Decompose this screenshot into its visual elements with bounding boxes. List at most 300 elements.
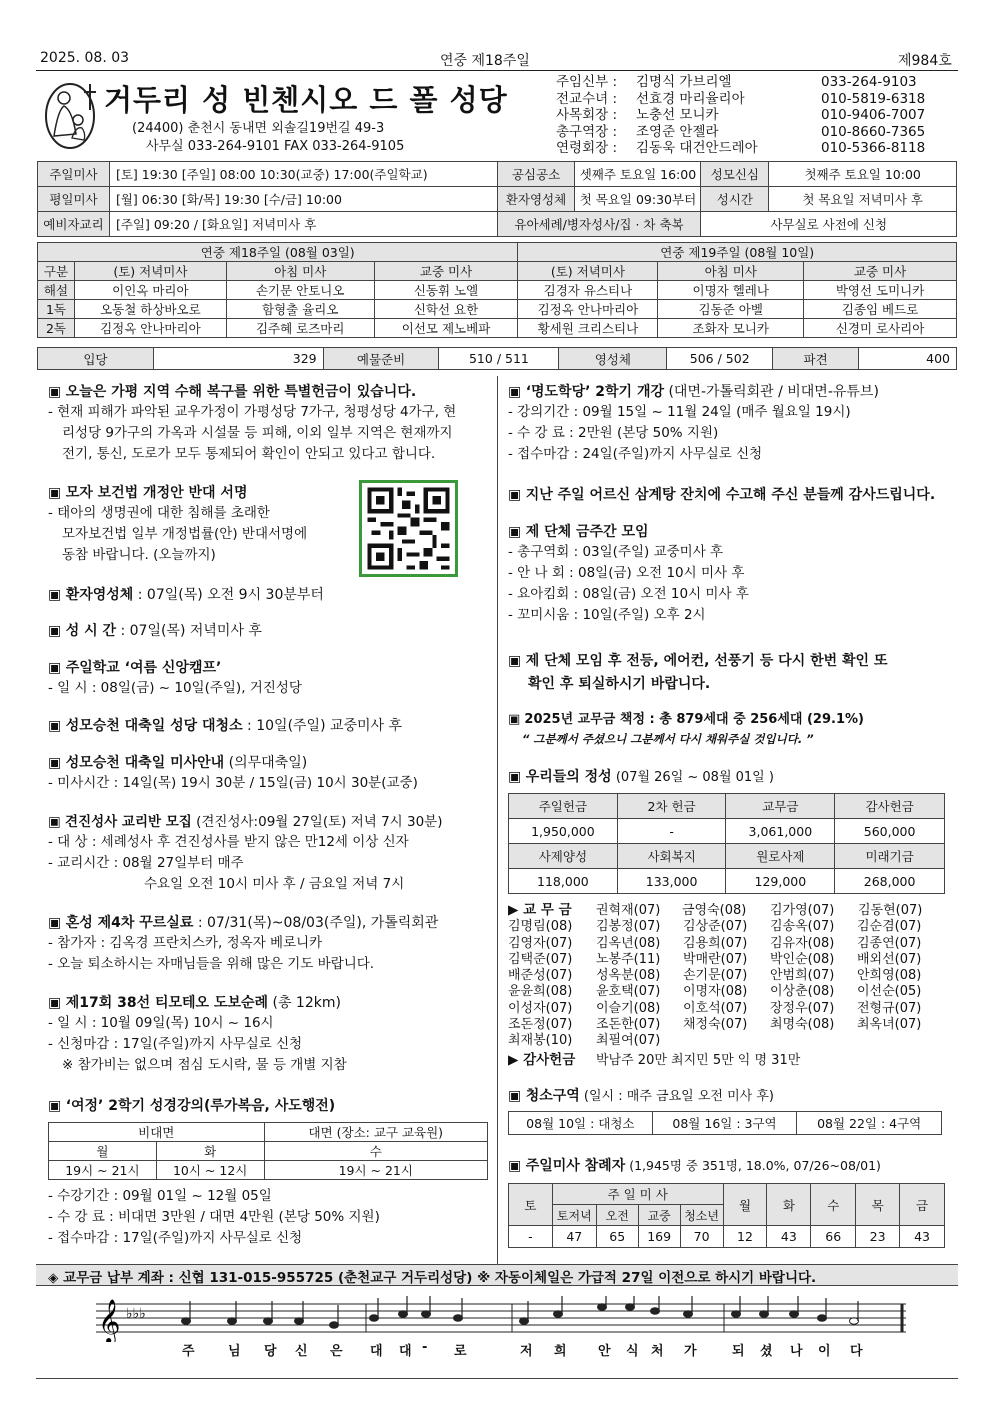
notice-line: - 수 강 료 : 2만원 (본당 50% 지원): [508, 425, 719, 441]
notice-detail: (견진성사:09월 27일(토) 저녁 7시 30분): [191, 814, 443, 830]
notice-line: ※ 참가비는 없으며 점심 도시락, 물 등 개별 지참: [62, 1057, 347, 1073]
notice-myeongdo: ▣ ‘명도학당’ 2학기 개강 (대면-가톨릭회관 / 비대면-유튜브) - 강의기간 : 09월 15일 ~ 11월 24일 (매주 월요일 19시) - 수 강 료 : 2만원 (본당 50% 지원) - 접수마감 : 24일(주일)까지 사무실로 신청: [508, 382, 954, 465]
music-note: [818, 1315, 827, 1322]
lyric-syllable: 은: [330, 1344, 343, 1359]
notice-title: ‘명도학당’ 2학기 개강: [525, 384, 665, 400]
offering-header: 2차 헌금: [617, 794, 726, 819]
tithe-name: 이성자(07): [508, 1000, 573, 1016]
reader-cell: 김주혜 로즈마리: [226, 319, 374, 338]
notice-tithe: ▣ 2025년 교무금 책정 : 총 879세대 중 256세대 (29.1%) “ 그분께서 주셨으니 그분께서 다시 채워주실 것입니다. ”: [508, 712, 864, 746]
music-note: [598, 1304, 607, 1311]
lyric-syllable: 식: [626, 1344, 639, 1359]
notice-cursillo: ▣ 혼성 제4차 꾸르실료 : 07/31(목)~08/03(주일), 가톨릭회관 - 참가자 : 김옥경 프란치스카, 정옥자 베로니카 - 오늘 퇴소하시는 자매님들을 위해 많은 기도 바랍니다.: [48, 913, 438, 975]
offering-value: 118,000: [509, 869, 618, 894]
notice-line: - 수 강 료 : 비대면 3만원 / 대면 4만원 (본당 50% 지원): [48, 1209, 380, 1225]
row-label: 1독: [38, 300, 75, 319]
staff-role: 전교수녀 :: [556, 90, 618, 107]
offering-header: 사제양성: [509, 844, 618, 869]
offering-value: 129,000: [726, 869, 835, 894]
row-label: 해설: [38, 281, 75, 300]
att-value: 65: [596, 1226, 638, 1248]
staff-phone: 010-5819-6318: [821, 90, 926, 107]
lyric-syllable: 되: [732, 1344, 745, 1359]
music-note: [651, 1308, 660, 1315]
att-value: -: [509, 1226, 553, 1248]
notice-title: 제 단체 모임 후 전등, 에어컨, 선풍기 등 다시 한번 확인 또: [525, 653, 888, 669]
tithe-name: 이호석(07): [683, 1000, 748, 1016]
lyric-syllable: 다: [850, 1344, 863, 1359]
schedule-label: 주일미사: [38, 162, 110, 187]
tithe-name: 노봉주(11): [596, 951, 661, 967]
col-header: 구분: [38, 262, 75, 281]
tithe-rows: [508, 919, 948, 1049]
att-header: 토: [509, 1184, 553, 1226]
notice-line: - 현재 피해가 파악된 교우가정이 가평성당 7가구, 청평성당 4가구, 현: [48, 404, 457, 420]
notice-detail: : 07일(목) 오전 9시 30분부터: [133, 587, 324, 603]
stat-value: 329: [153, 348, 323, 370]
notice-summer-camp: ▣ 주일학교 ‘여름 신앙캠프’ - 일 시 : 08일(금) ~ 10일(주일), 거진성당: [48, 658, 302, 699]
schedule-label: 공심공소: [497, 162, 575, 187]
lyric-syllable: 저: [520, 1344, 533, 1359]
att-header: 목: [856, 1184, 900, 1226]
att-value: 23: [856, 1226, 900, 1248]
tithe-names: [508, 902, 948, 1069]
music-note: [732, 1311, 741, 1318]
schedule-label: 예비자교리: [38, 212, 110, 237]
offering-table: [508, 793, 945, 894]
notice-offerings: ▣ 우리들의 정성 (07월 26일 ~ 08월 01일 ): [508, 769, 774, 785]
lyric-syllable: 셨: [760, 1344, 773, 1359]
notice-line: - 태아의 생명권에 대한 침해를 초래한: [48, 505, 270, 521]
music-note: [554, 1311, 563, 1318]
notice-line: 동참 바랍니다. (오늘까지): [62, 547, 216, 563]
att-value: 66: [811, 1226, 856, 1248]
notice-cleaning: ▣ 성모승천 대축일 성당 대청소 : 10일(주일) 교중미사 후: [48, 718, 403, 734]
notice-assumption-mass: ▣ 성모승천 대축일 미사안내 (의무대축일) - 미사시간 : 14일(목) 19시 30분 / 15일(금) 10시 30분(교중): [48, 753, 418, 794]
notice-line: - 참가자 : 김옥경 프란치스카, 정옥자 베로니카: [48, 935, 323, 951]
notice-flood-relief: ▣ 오늘은 가평 지역 수해 복구를 위한 특별헌금이 있습니다. - 현재 피해가 파악된 교우가정이 가평성당 7가구, 청평성당 4가구, 현 리성당 9가구의 가옥과 시설물 등 피해, 이외 일부 지역은 현재까지 전기, 통신, 도로가 모두 통제되어 확인이 안되고 있다고 합니다.: [48, 382, 494, 465]
schedule-label: 성시간: [701, 187, 769, 212]
tithe-name: 김유자(08): [770, 935, 835, 951]
stat-label: 파견: [773, 348, 859, 370]
tithe-quote: “ 그분께서 주셨으니 그분께서 다시 채워주실 것입니다. ”: [522, 732, 814, 746]
offering-header: 사회복지: [617, 844, 726, 869]
tithe-name: 김상준(07): [683, 919, 748, 935]
att-subheader: 청소년: [680, 1205, 723, 1226]
notice-title: 지난 주일 어르신 삼계탕 잔치에 수고해 주신 분들께 감사드립니다.: [525, 487, 936, 503]
notice-detail: (07월 26일 ~ 08월 01일 ): [611, 770, 774, 785]
tithe-name: 김동현(07): [858, 903, 923, 918]
staff-role: 총구역장 :: [556, 123, 618, 140]
music-note: [454, 1315, 463, 1322]
notice-holy-hour: ▣ 성 시 간 : 07일(목) 저녁미사 후: [48, 623, 262, 639]
tithe-name: 이명자(08): [683, 984, 748, 1000]
list-item: [508, 952, 948, 968]
table-header: 비대면: [49, 1123, 265, 1142]
notice-detail: (일시 : 매주 금요일 오전 미사 후): [579, 1089, 774, 1104]
reader-cell: 손기문 안토니오: [226, 281, 374, 300]
reader-cell: 이선모 제노베파: [374, 319, 518, 338]
table-cell: 19시 ~ 21시: [49, 1161, 157, 1180]
tithe-name: 김영자(07): [508, 935, 573, 951]
notice-line: 수요일 오전 10시 미사 후 / 금요일 저녁 7시: [144, 876, 405, 892]
offering-value: 1,950,000: [509, 819, 618, 844]
notice-pilgrimage: ▣ 제17회 38선 티모테오 도보순례 (총 12km) - 일 시 : 10월 09일(목) 10시 ~ 16시 - 신청마감 : 17일(주일)까지 사무실로 신청 ※ 참가비는 없으며 점심 도시락, 물 등 개별 지참: [48, 993, 347, 1076]
tithe-name: 조돈정(07): [508, 1017, 573, 1033]
offering-value: 268,000: [835, 869, 945, 894]
att-header: 수: [811, 1184, 856, 1226]
reader-cell: 김경자 유스티나: [518, 281, 658, 300]
notice-title: 주일미사 참례자: [525, 1158, 626, 1174]
music-note: [182, 1318, 191, 1325]
music-note: [228, 1318, 237, 1325]
staff-row: [556, 91, 956, 108]
notice-title: 성모승천 대축일 미사안내: [65, 755, 225, 771]
tithe-name: 김종연(07): [857, 935, 922, 951]
staff-phone: 010-5366-8118: [821, 140, 926, 156]
lyric-syllable: 당: [264, 1344, 277, 1359]
staff-role: 주임신부 :: [556, 74, 618, 90]
schedule-value: 첫째주 토요일 10:00: [769, 162, 957, 187]
tithe-name: 채정숙(07): [683, 1017, 748, 1033]
list-item: [508, 1033, 948, 1049]
notice-title: 오늘은 가평 지역 수해 복구를 위한 특별헌금이 있습니다.: [65, 384, 417, 400]
readers-table: [37, 242, 957, 338]
notice-petition: ▣ 모자 보건법 개정안 반대 서명 - 태아의 생명권에 대한 침해를 초래한 모자보건법 일부 개정법률(안) 반대서명에 동참 바랍니다. (오늘까지): [48, 483, 494, 566]
staff-role: 연령회장 :: [556, 140, 618, 156]
list-item: [508, 902, 948, 919]
reader-cell: 오동철 하상바오로: [74, 300, 226, 319]
music-note: [370, 1315, 379, 1322]
staff-list: [556, 74, 956, 157]
svg-text:♭♭♭: ♭♭♭: [126, 1306, 146, 1322]
tithe-name: 김송옥(07): [770, 919, 835, 935]
schedule-label: 성모신심: [701, 162, 769, 187]
staff-phone: 010-9406-7007: [821, 107, 926, 123]
music-note: [760, 1311, 769, 1318]
tithe-name: 조돈한(07): [596, 1017, 661, 1033]
notice-title: 우리들의 정성: [525, 769, 612, 785]
schedule-value: 첫 목요일 저녁미사 후: [769, 187, 957, 212]
bible-lecture-details: [48, 1186, 380, 1249]
col-header: 아침 미사: [226, 262, 374, 281]
tithe-name: 박매란(07): [683, 951, 748, 967]
staff-phone: 033-264-9103: [821, 74, 917, 90]
tithe-name: 배외선(07): [857, 951, 922, 967]
stat-value: 400: [859, 348, 957, 370]
notice-line: - 접수마감 : 17일(주일)까지 사무실로 신청: [48, 1230, 303, 1246]
tithe-name: 이슬기(08): [596, 1000, 661, 1016]
music-note: [684, 1311, 693, 1318]
att-value: 43: [767, 1226, 811, 1248]
lyric-syllable: 안: [598, 1344, 611, 1359]
tithe-name: 최옥녀(07): [857, 1017, 922, 1033]
hymn-lyrics: [96, 1340, 910, 1358]
notice-detail: (의무대축일): [224, 755, 308, 771]
notice-line: - 요아킴회 : 08일(금) 오전 10시 미사 후: [508, 586, 749, 602]
notice-line: 리성당 9가구의 가옥과 시설물 등 피해, 이외 일부 지역은 현재까지: [62, 425, 453, 441]
tithe-name: 최필여(07): [596, 1033, 661, 1049]
att-value: 70: [680, 1226, 723, 1248]
tithe-name: 전형규(07): [857, 1000, 922, 1016]
music-note: [264, 1318, 273, 1325]
tithe-name: 김순겸(07): [857, 919, 922, 935]
notice-line: - 신청마감 : 17일(주일)까지 사무실로 신청: [48, 1036, 303, 1052]
list-item: [508, 1052, 948, 1069]
music-note: [295, 1318, 304, 1325]
stat-label: 예물준비: [323, 348, 439, 370]
notice-checkout: ▣ 제 단체 모임 후 전등, 에어컨, 선풍기 등 다시 한번 확인 또 확인 후 퇴실하시기 바랍니다.: [508, 650, 887, 696]
lyric-syllable: 주: [182, 1344, 195, 1359]
row-label: 2독: [38, 319, 75, 338]
stats-table: [37, 347, 957, 370]
reader-cell: 황세원 크리스티나: [518, 319, 658, 338]
issue-number: 제984호: [898, 53, 952, 69]
notice-detail: : 07/31(목)~08/03(주일), 가톨릭회관: [193, 915, 439, 931]
notice-bible-lecture: ▣ ‘여정’ 2학기 성경강의(루가복음, 사도행전): [48, 1098, 336, 1114]
tithe-name: 윤윤희(08): [508, 984, 573, 1000]
notice-title: 제 단체 금주간 모임: [525, 524, 649, 540]
offering-value: 3,061,000: [726, 819, 835, 844]
stat-label: 입당: [38, 348, 154, 370]
tithe-name: 안범희(07): [770, 968, 835, 984]
music-note: [850, 1318, 859, 1325]
lyric-syllable: 대: [370, 1344, 383, 1359]
schedule-value: 사무실로 사전에 신청: [701, 212, 957, 237]
lyric-syllable: 처: [651, 1344, 664, 1359]
issue-date: 2025. 08. 03: [40, 50, 130, 66]
bible-lecture-table: [48, 1122, 488, 1180]
notice-line: - 꼬미시움 : 10일(주일) 오후 2시: [508, 607, 706, 623]
lyric-syllable: 로: [454, 1344, 467, 1359]
notice-title: 확인 후 퇴실하시기 바랍니다.: [528, 676, 711, 692]
notice-line: - 총구역회 : 03일(주일) 교중미사 후: [508, 544, 724, 560]
offering-header: 교무금: [726, 794, 835, 819]
reader-cell: 이명자 헬레나: [658, 281, 804, 300]
schedule-value: 셋째주 토요일 16:00: [575, 162, 701, 187]
staff-row: [556, 124, 956, 141]
list-item: [508, 1001, 948, 1017]
table-cell: 화: [156, 1142, 264, 1161]
lyric-syllable: 나: [790, 1344, 803, 1359]
att-header: 주 일 미 사: [552, 1184, 723, 1205]
tithe-name: 김택준(07): [508, 951, 573, 967]
notice-title: 청소구역: [525, 1088, 580, 1104]
lyric-syllable: 이: [818, 1344, 831, 1359]
tithe-name: 장정우(07): [770, 1000, 835, 1016]
music-note: [399, 1311, 408, 1318]
tithe-name: 금영숙(08): [682, 903, 747, 918]
table-cell: 월: [49, 1142, 157, 1161]
notice-detail: : 07일(목) 저녁미사 후: [116, 623, 262, 639]
notice-detail: : 10일(주일) 교중미사 후: [242, 718, 403, 734]
qr-code[interactable]: [359, 480, 458, 577]
tithe-name: 김명림(08): [508, 919, 573, 935]
lyric-syllable: 대: [399, 1344, 412, 1359]
notice-line: - 오늘 퇴소하시는 자매님들을 위해 많은 기도 바랍니다.: [48, 956, 375, 972]
notice-detail: (1,945명 중 351명, 18.0%, 07/26~08/01): [625, 1158, 881, 1173]
staff-row: [556, 74, 956, 91]
col-header: 아침 미사: [658, 262, 804, 281]
tithe-name: 안희영(08): [857, 968, 922, 984]
schedule-label: 유아세례/병자성사/집 · 차 축복: [497, 212, 701, 237]
col-header: 교중 미사: [374, 262, 518, 281]
tithe-name: 성옥분(08): [596, 968, 661, 984]
tithe-name: 윤호택(07): [596, 984, 661, 1000]
staff-name: 조영준 안젤라: [636, 123, 719, 140]
reader-cell: 신학선 요한: [374, 300, 518, 319]
offering-value: -: [617, 819, 726, 844]
tithe-name: 배준성(07): [508, 968, 573, 984]
music-note: [520, 1318, 529, 1325]
notice-title: 견진성사 교리반 모집: [65, 814, 192, 830]
staff-row: [556, 140, 956, 157]
church-address: (24400) 춘천시 동내면 외솔길19번길 49-3: [132, 121, 385, 136]
music-staff: [96, 1296, 910, 1342]
reader-cell: 김정옥 안나마리아: [74, 319, 226, 338]
schedule-value: [월] 06:30 [화/목] 19:30 [수/금] 10:00: [109, 187, 497, 212]
schedule-label: 평일미사: [38, 187, 110, 212]
tithe-name: 권혁재(07): [596, 903, 661, 918]
stat-label: 영성체: [559, 348, 667, 370]
reader-cell: 함형출 율리오: [226, 300, 374, 319]
notice-line: - 안 나 회 : 08일(금) 오전 10시 미사 후: [508, 565, 745, 581]
staff-name: 김명식 가브리엘: [636, 74, 732, 90]
mass-schedule-table: [37, 161, 957, 237]
lyric-syllable: 신: [295, 1344, 308, 1359]
notice-sick-communion: ▣ 환자영성체 : 07일(목) 오전 9시 30분부터: [48, 587, 324, 603]
cleaning-cell: 08월 10일 : 대청소: [509, 1112, 653, 1135]
notice-detail: (총 12km): [268, 995, 341, 1011]
church-logo: [42, 76, 98, 150]
reader-cell: 신경미 로사리아: [804, 319, 957, 338]
thanks-label: ▶ 감사헌금: [508, 1051, 576, 1068]
schedule-value: [주일] 09:20 / [화요일] 저녁미사 후: [109, 212, 497, 237]
tithe-name: 김가영(07): [770, 903, 835, 918]
music-note: [330, 1322, 339, 1329]
att-value: 12: [723, 1226, 767, 1248]
list-item: [508, 1017, 948, 1033]
list-item: [508, 936, 948, 952]
tithe-name: 김봉정(07): [596, 919, 661, 935]
reader-cell: 김동준 아벨: [658, 300, 804, 319]
tithe-name: 최명숙(08): [770, 1017, 835, 1033]
tithe-name: 최재봉(10): [508, 1033, 573, 1049]
notice-title: 모자 보건법 개정안 반대 서명: [65, 485, 248, 501]
notice-detail: (대면-가톨릭회관 / 비대면-유튜브): [664, 384, 879, 400]
notice-attendance: ▣ 주일미사 참례자 (1,945명 중 351명, 18.0%, 07/26~08/01): [508, 1158, 881, 1174]
tithe-label: ▶ 교 무 금: [508, 902, 572, 918]
lyric-syllable: -: [422, 1340, 428, 1355]
notice-line: - 교리시간 : 08월 27일부터 매주: [48, 855, 244, 871]
lyric-syllable: 가: [684, 1344, 697, 1359]
notice-line: - 일 시 : 10월 09일(목) 10시 ~ 16시: [48, 1015, 274, 1031]
staff-name: 김동욱 대건안드레아: [636, 140, 758, 156]
list-item: [508, 919, 948, 935]
tithe-name: 이선순(05): [857, 984, 922, 1000]
col-header: 교중 미사: [804, 262, 957, 281]
att-header: 금: [900, 1184, 945, 1226]
tithe-name: 김용희(07): [683, 935, 748, 951]
notice-line: - 수강기간 : 09월 01일 ~ 12월 05일: [48, 1188, 272, 1204]
att-value: 169: [638, 1226, 680, 1248]
music-note: [422, 1311, 431, 1318]
notice-line: 전기, 통신, 도로가 모두 통제되어 확인이 안되고 있다고 합니다.: [62, 446, 436, 462]
att-subheader: 교중: [638, 1205, 680, 1226]
cleaning-cell: 08월 16일 : 3구역: [652, 1112, 797, 1135]
reader-cell: 박영선 도미니카: [804, 281, 957, 300]
att-value: 43: [900, 1226, 945, 1248]
col-header: (토) 저녁미사: [74, 262, 226, 281]
tithe-name: 박인순(08): [770, 951, 835, 967]
reader-cell: 이인옥 마리아: [74, 281, 226, 300]
table-row: [38, 281, 957, 300]
staff-row: [556, 107, 956, 124]
notice-title: ‘여정’ 2학기 성경강의(루가복음, 사도행전): [65, 1098, 336, 1114]
tithe-name: 손기문(07): [683, 968, 748, 984]
notice-confirmation: ▣ 견진성사 교리반 모집 (견진성사:09월 27일(토) 저녁 7시 30분) - 대 상 : 세례성사 후 견진성사를 받지 않은 만12세 이상 신자 - 교리시간 : 08월 27일부터 매주 수요일 오전 10시 미사 후 / 금요일 저녁 7시: [48, 812, 442, 895]
table-cell: 19시 ~ 21시: [264, 1161, 487, 1180]
offering-header: 감사헌금: [835, 794, 945, 819]
offering-value: 133,000: [617, 869, 726, 894]
att-header: 월: [723, 1184, 767, 1226]
notice-title: 성모승천 대축일 성당 대청소: [65, 718, 243, 734]
reader-cell: 김종임 베드로: [804, 300, 957, 319]
notice-line: 모자보건법 일부 개정법률(안) 반대서명에: [62, 526, 308, 542]
tithe-name: 김옥년(08): [596, 935, 661, 951]
offering-header: 주일헌금: [509, 794, 618, 819]
liturgical-week: 연중 제18주일: [440, 53, 530, 69]
cleaning-cell: 08월 22일 : 4구역: [797, 1112, 942, 1135]
stat-value: 510 / 511: [439, 348, 559, 370]
attendance-table: [508, 1183, 945, 1248]
notice-line: - 대 상 : 세례성사 후 견진성사를 받지 않은 만12세 이상 신자: [48, 834, 409, 850]
table-cell: 수: [264, 1142, 487, 1161]
thanks-text: 박남주 20만 최지민 5만 익 명 31만: [596, 1052, 801, 1068]
att-subheader: 토저녁: [552, 1205, 596, 1226]
offering-value: 560,000: [835, 819, 945, 844]
notice-group-meetings: ▣ 제 단체 금주간 모임 - 총구역회 : 03일(주일) 교중미사 후 - 안 나 회 : 08일(금) 오전 10시 미사 후 - 요아킴회 : 08일(금) 오전 10시 미사 후 - 꼬미시움 : 10일(주일) 오후 2시: [508, 522, 749, 626]
office-contact: 사무실 033-264-9101 FAX 033-264-9105: [146, 139, 405, 154]
reader-cell: 신동휘 노엘: [374, 281, 518, 300]
week2-header: 연중 제19주일 (08월 10일): [518, 243, 957, 262]
table-header: 대면 (장소: 교구 교육원): [264, 1123, 487, 1142]
schedule-value: 첫 목요일 09:30부터: [575, 187, 701, 212]
att-subheader: 오전: [596, 1205, 638, 1226]
list-item: [508, 968, 948, 984]
notice-line: - 접수마감 : 24일(주일)까지 사무실로 신청: [508, 446, 763, 462]
col-header: (토) 저녁미사: [518, 262, 658, 281]
notice-line: - 일 시 : 08일(금) ~ 10일(주일), 거진성당: [48, 680, 302, 696]
stat-value: 506 / 502: [667, 348, 773, 370]
svg-text:𝄞: 𝄞: [98, 1299, 121, 1342]
notice-title: 환자영성체: [65, 587, 134, 603]
table-row: [38, 319, 957, 338]
notice-line: - 강의기간 : 09월 15일 ~ 11월 24일 (매주 월요일 19시): [508, 404, 851, 420]
music-note: [790, 1311, 799, 1318]
notice-title: 혼성 제4차 꾸르실료: [65, 915, 194, 931]
notice-thanks: ▣ 지난 주일 어르신 삼계탕 잔치에 수고해 주신 분들께 감사드립니다.: [508, 487, 936, 503]
offering-header: 미래기금: [835, 844, 945, 869]
notice-title: 성 시 간: [65, 623, 117, 639]
staff-role: 사목회장 :: [556, 107, 618, 123]
schedule-value: [토] 19:30 [주일] 08:00 10:30(교중) 17:00(주일학교): [109, 162, 497, 187]
account-text: ◈ 교무금 납부 계좌 : 신협 131-015-955725 (춘천교구 거두리성당) ※ 자동이체일은 가급적 27일 이전으로 하시기 바랍니다.: [48, 1270, 817, 1286]
table-cell: 10시 ~ 12시: [156, 1161, 264, 1180]
church-name: 거두리 성 빈첸시오 드 폴 성당: [104, 83, 508, 117]
notice-title: 제17회 38선 티모테오 도보순례: [65, 995, 269, 1011]
reader-cell: 조화자 모니카: [658, 319, 804, 338]
